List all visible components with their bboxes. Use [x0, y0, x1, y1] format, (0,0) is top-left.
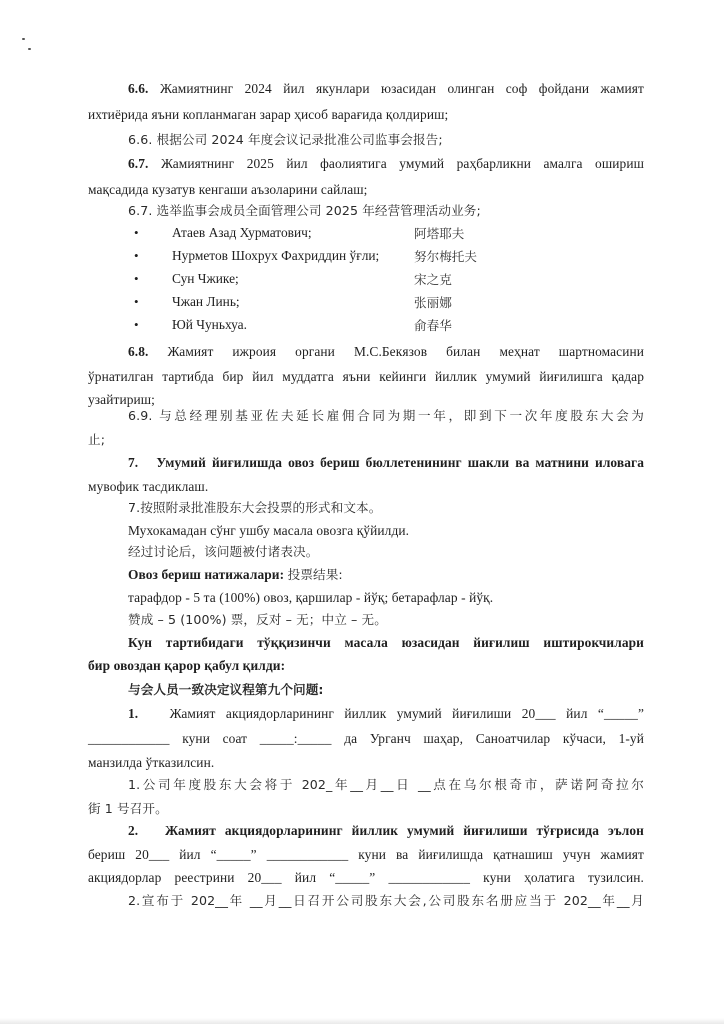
member-name-cn: 宋之克 [414, 272, 452, 287]
member-name-cn: 俞春华 [414, 318, 452, 333]
paragraph-6-8-line-2: ўрнатилган тартибда бир йил муддатга яъни кейинги йиллик умумий йиғилишга қадар [88, 369, 644, 384]
paragraph-6-6-cn: 6.6. 根据公司 2024 年度会议记录批准公司监事会报告; [128, 132, 443, 147]
item-2-line-3: акциядорлар реестрини 20___ йил “_____” ____________ куни ҳолатига тузилсин. [88, 870, 644, 885]
item-1-cn-line-1: 1.公司年度股东大会将于 202_年__月__日 __点在乌尔根奇市，萨诺阿奇拉尔 [128, 777, 644, 792]
paragraph-7-cn: 7.按照附录批准股东大会投票的形式和文本。 [128, 500, 382, 515]
member-name: Сун Чжике; [172, 271, 239, 286]
item-2-line-1 [128, 822, 644, 840]
voting-results-cn: 赞成 – 5 (100%) 票，反对 – 无；中立 – 无。 [128, 612, 387, 627]
item-1-cn-line-2: 街 1 号召开。 [88, 801, 168, 816]
paragraph-6-6-line-1 [128, 80, 644, 98]
member-name: Атаев Азад Хурматович; [172, 225, 312, 240]
member-name-cn: 张丽娜 [414, 295, 452, 310]
voting-results-label-cn: 投票结果: [287, 567, 343, 582]
item-number: 1. [128, 706, 139, 721]
section-number: 6.7. [128, 156, 149, 171]
decision-cn: 与会人员一致决定议程第九个问题: [128, 682, 324, 697]
member-name-cn: 努尔梅托夫 [414, 249, 477, 264]
member-name-cn: 阿塔耶夫 [414, 226, 465, 241]
paragraph-text: Жамиятнинг 2025 йил фаолиятига умумий раҳбарликни амалга ошириш [160, 156, 645, 171]
bullet-icon: • [134, 225, 139, 240]
paragraph-6-9-cn-line-1: 6.9. 与总经理别基亚佐夫延长雇佣合同为期一年，即到下一次年度股东大会为 [128, 408, 644, 423]
paragraph-6-7-cn: 6.7. 选举监事会成员全面管理公司 2025 年经营管理活动业务; [128, 203, 481, 218]
item-number: 2. [128, 823, 139, 838]
scan-speck [28, 48, 31, 50]
item-2-line-2: бериш 20___ йил “_____” ____________ куни ва йиғилишда қатнашиш учун жамият [88, 847, 644, 862]
voting-results: тарафдор - 5 та (100%) овоз, қаршилар - йўқ; бетарафлар - йўқ. [128, 590, 494, 605]
paragraph-7-line-2: мувофик тасдиклаш. [88, 479, 209, 494]
scan-speck [22, 38, 25, 40]
paragraph-6-6-line-2: ихтиёрида яъни копланмаган зарар ҳисоб варағида қолдириш; [88, 107, 449, 122]
section-number: 7. [128, 455, 139, 470]
item-1-line-1 [128, 705, 644, 723]
item-text: Жамият акциядорларининг йиллик умумий йиғилиши 20___ йил “_____” [169, 706, 644, 721]
paragraph-6-7-line-2: мақсадида кузатув кенгаши аъзоларини сайлаш; [88, 182, 368, 197]
voting-results-heading [128, 566, 343, 584]
paragraph-text: Умумий йиғилишда овоз бериш бюллетенининг шакли ва матнини иловага [156, 455, 644, 470]
member-name: Нурметов Шохрух Фахриддин ўғли; [172, 248, 380, 263]
voting-results-label: Овоз бериш натижалари: [128, 567, 285, 582]
member-name: Юй Чуньхуа. [172, 317, 247, 332]
paragraph-6-8-line-3: узайтириш; [88, 392, 156, 407]
item-2-cn-line-1: 2.宣布于 202__年 __月__日召开公司股东大会,公司股东名册应当于 202__年__月 [128, 893, 644, 908]
bullet-icon: • [134, 294, 139, 309]
item-1-line-2: ____________ куни соат _____:_____ да Урганч шаҳар, Саноатчилар кўчаси, 1-уй [88, 731, 644, 746]
paragraph-6-7-line-1 [128, 155, 644, 173]
paragraph-7-line-1 [128, 454, 644, 472]
discussion-text-cn: 经过讨论后，该问题被付诸表决。 [128, 544, 319, 559]
decision-line-1: Кун тартибидаги тўққизинчи масала юзасидан йиғилиш иштирокчилари [128, 635, 644, 650]
paragraph-6-9-cn-line-2: 止; [88, 432, 106, 447]
paragraph-text: Жамиятнинг 2024 йил якунлари юзасидан олинган соф фойдани жамият [159, 81, 644, 96]
paragraph-text: Жамият ижроия органи М.С.Бекязов билан меҳнат шартномасини [167, 344, 644, 359]
member-name: Чжан Линь; [172, 294, 240, 309]
discussion-text: Мухокамадан сўнг ушбу масала овозга қўйилди. [128, 523, 410, 538]
item-1-line-3: манзилда ўтказилсин. [88, 755, 215, 770]
decision-line-2: бир овоздан қарор қабул қилди: [88, 658, 286, 673]
section-number: 6.6. [128, 81, 149, 96]
bullet-icon: • [134, 248, 139, 263]
section-number: 6.8. [128, 344, 149, 359]
item-text: Жамият акциядорларининг йиллик умумий йиғилиши тўғрисида эълон [165, 823, 644, 838]
paragraph-6-8-line-1 [128, 343, 644, 361]
bullet-icon: • [134, 271, 139, 286]
scan-edge [0, 1018, 724, 1024]
bullet-icon: • [134, 317, 139, 332]
